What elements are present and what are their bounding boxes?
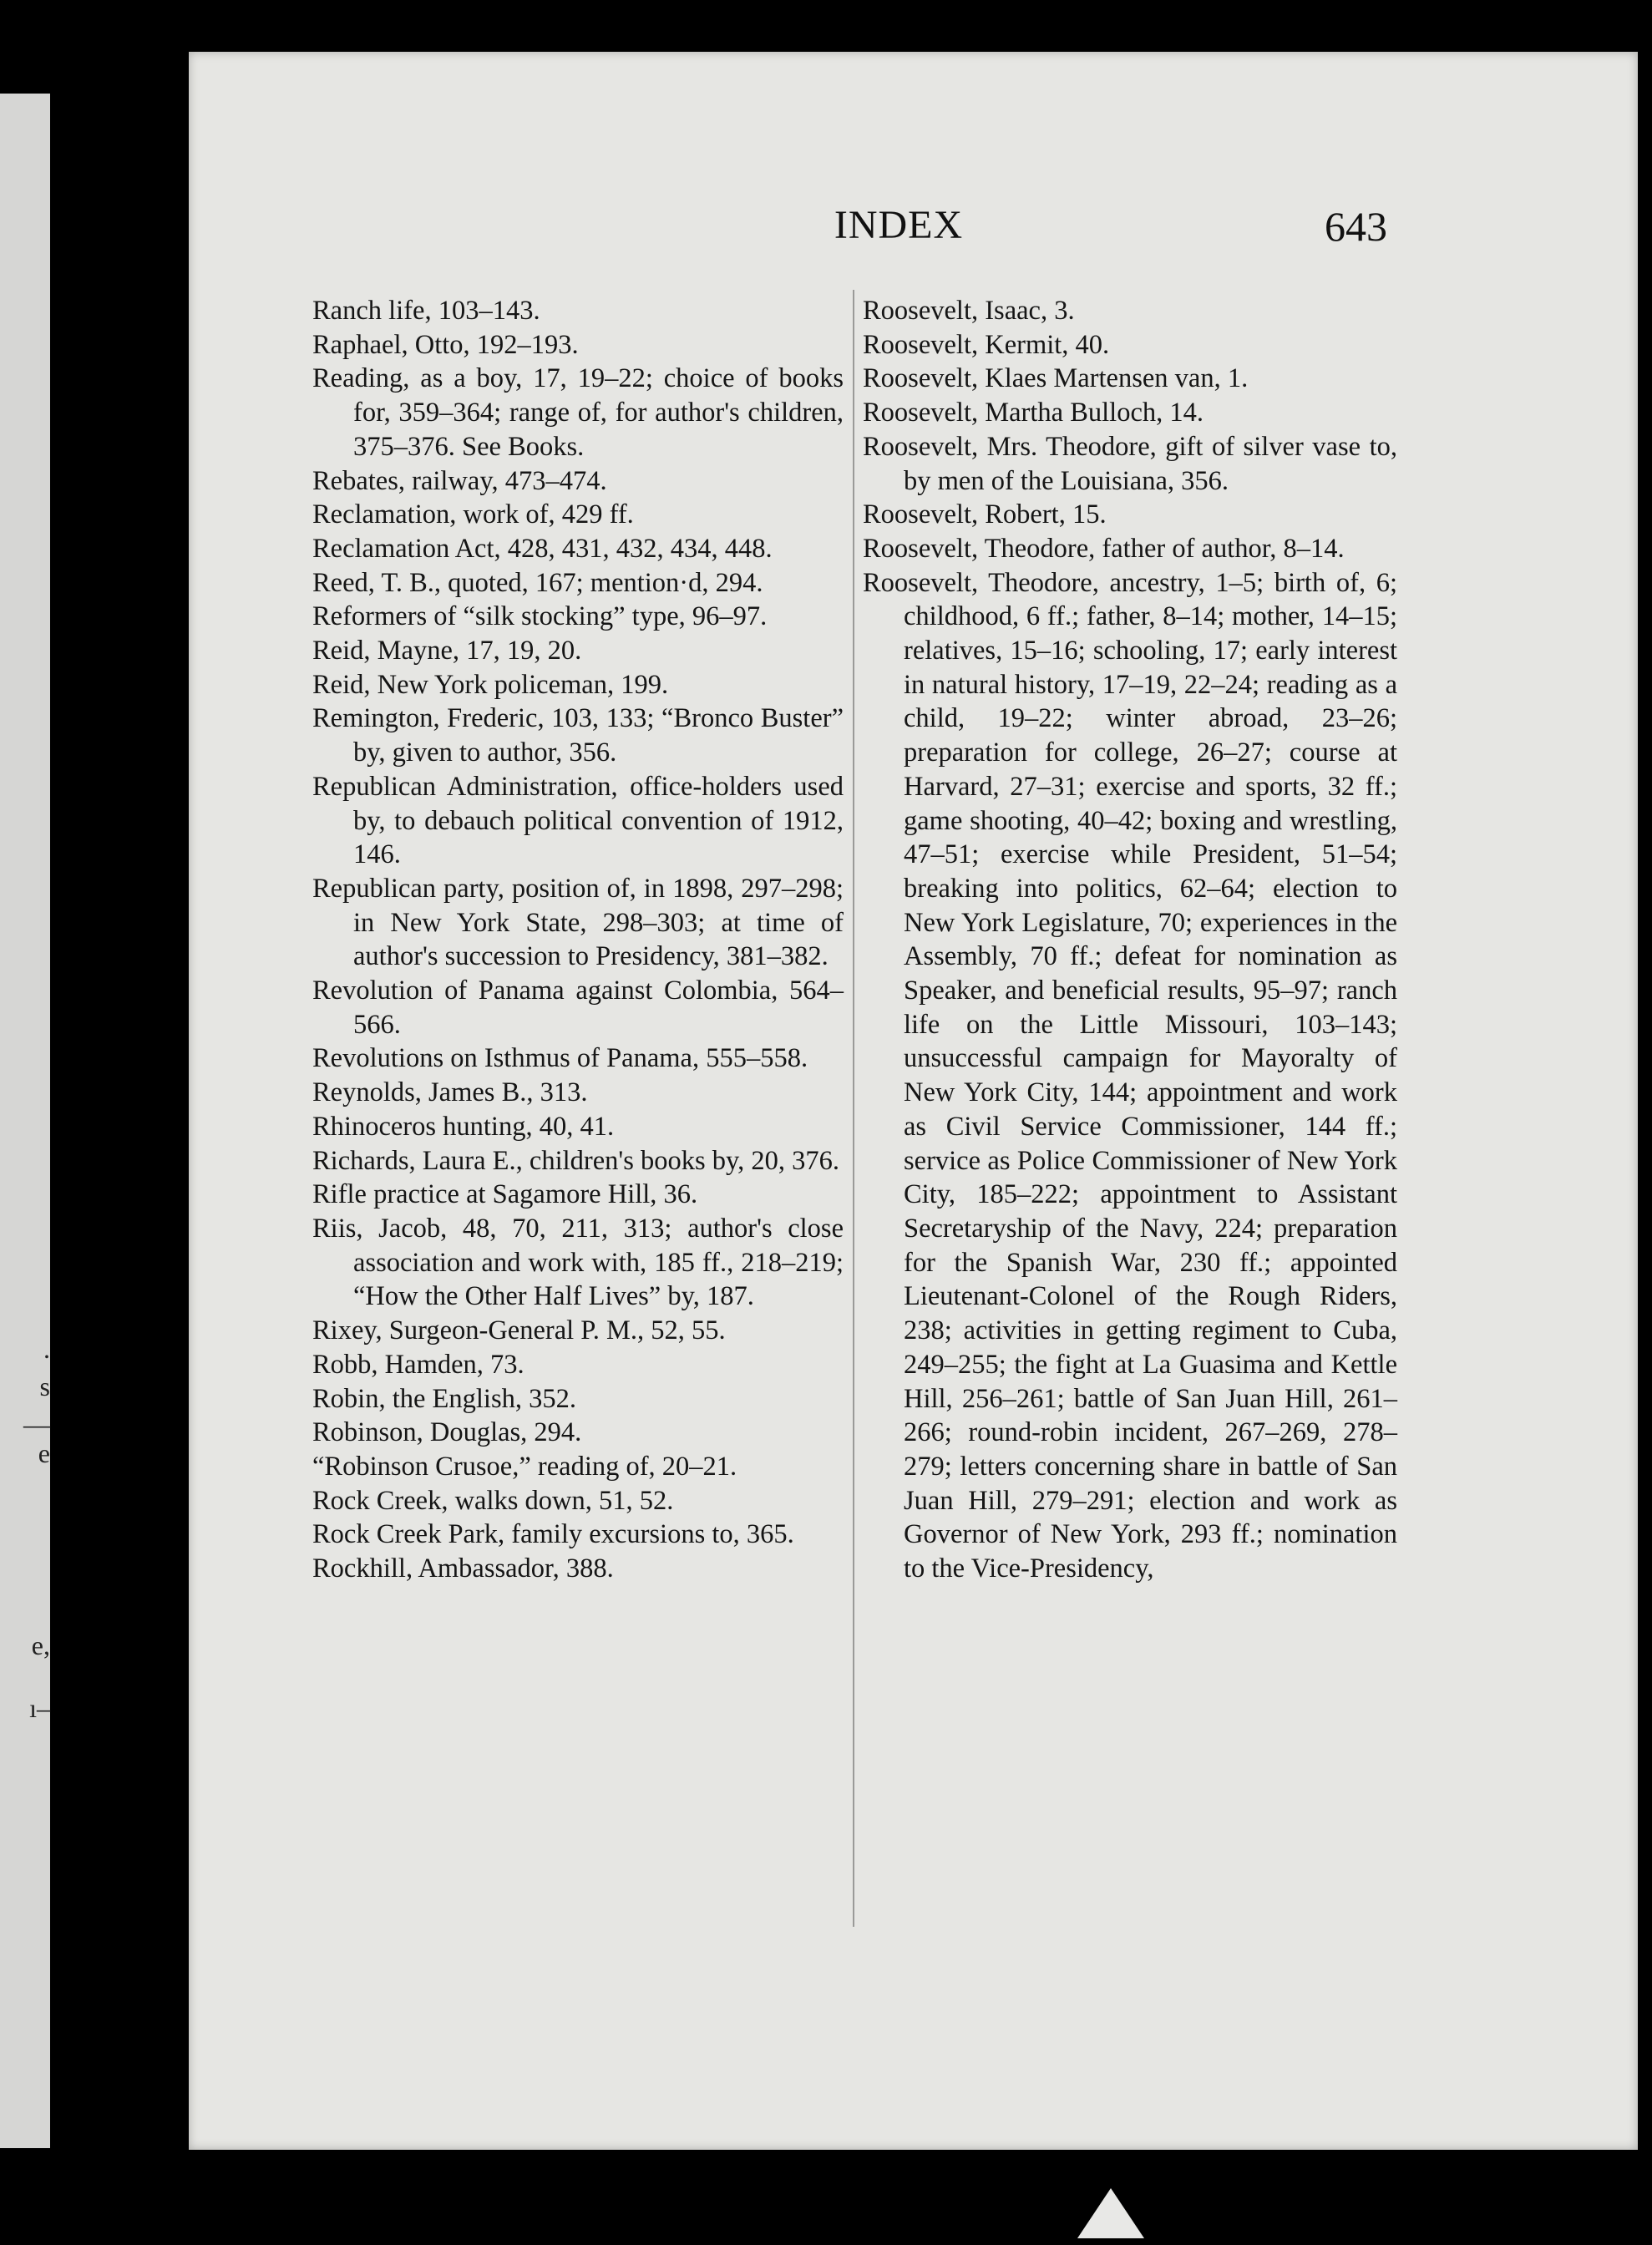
index-entry: Reclamation Act, 428, 431, 432, 434, 448. bbox=[312, 533, 773, 564]
index-entry: Reynolds, James B., 313. bbox=[312, 1077, 588, 1108]
index-entry: Reading, as a boy, 17, 19–22; choice of books for, 359–364; range of, for author's children, 375–376. See Books. bbox=[312, 363, 844, 462]
index-entry: Roosevelt, Martha Bulloch, 14. bbox=[863, 398, 1204, 428]
index-entry: “Robinson Crusoe,” reading of, 20–21. bbox=[312, 1451, 737, 1482]
index-entry: Revolution of Panama against Colombia, 564–566. bbox=[312, 976, 844, 1040]
index-entry: Roosevelt, Isaac, 3. bbox=[863, 296, 1075, 326]
index-entry: Remington, Frederic, 103, 133; “Bronco Buster” by, given to author, 356. bbox=[312, 703, 844, 768]
index-entry: Ranch life, 103–143. bbox=[312, 296, 540, 326]
previous-page-fragment: . bbox=[43, 1334, 50, 1364]
scan-corner-mark bbox=[1077, 2188, 1144, 2238]
page-number: 643 bbox=[1325, 203, 1387, 250]
previous-page-edge bbox=[0, 94, 50, 2148]
index-entry: Rockhill, Ambassador, 388. bbox=[312, 1553, 614, 1584]
index-entry: Roosevelt, Theodore, father of author, 8–14. bbox=[863, 533, 1345, 564]
index-entry: Republican Administration, office-holders used by, to debauch political convention of 1912, 146. bbox=[312, 771, 844, 870]
previous-page-fragment: s bbox=[39, 1371, 50, 1401]
index-entry: Rock Creek, walks down, 51, 52. bbox=[312, 1485, 674, 1516]
index-entry: Reid, New York policeman, 199. bbox=[312, 669, 669, 700]
index-entry: Rixey, Surgeon-General P. M., 52, 55. bbox=[312, 1315, 726, 1346]
index-column-left bbox=[312, 294, 844, 1586]
index-entry: Roosevelt, Theodore, ancestry, 1–5; birth of, 6; childhood, 6 ff.; father, 8–14; mother, 14–15; relatives, 15–16; schooling, 17; early interest in natural history, 17–19, 22–24; reading as a child, 19–22; winter abroad, 23–26; preparation for college, 26–27; course at Harvard, 27–31; exercise and sports, 32 ff.; game shooting, 40–42; boxing and wrestling, 47–51; exercise while President, 51–54; breaking into politics, 62–64; election to New York Legislature, 70; experiences in the Assembly, 70 ff.; defeat for nomination as Speaker, and beneficial results, 95–97; ranch life on the Little Missouri, 103–143; unsuccessful campaign for Mayoralty of New York City, 144; appointment and work as Civil Service Commissioner, 144 ff.; service as Police Commissioner of New York City, 185–222; appointment to Assistant Secretaryship of the Navy, 224; preparation for the Spanish War, 230 ff.; appointed Lieutenant-Colonel of the Rough Riders, 238; activities in getting regiment to Cuba, 249–255; the fight at La Guasima and Kettle Hill, 256–261; battle of San Juan Hill, 261–266; round-robin incident, 267–269, 278–279; letters concerning share in battle of San Juan Hill, 279–291; election and work as Governor of New York, 293 ff.; nomination to the Vice-Presidency, bbox=[863, 567, 1397, 1584]
index-entry: Reed, T. B., quoted, 167; mention·d, 294. bbox=[312, 567, 763, 598]
index-entry: Rhinoceros hunting, 40, 41. bbox=[312, 1111, 615, 1142]
index-entry: Reclamation, work of, 429 ff. bbox=[312, 499, 634, 530]
index-entry: Robb, Hamden, 73. bbox=[312, 1349, 524, 1380]
page-header bbox=[189, 202, 1638, 269]
index-entry: Reid, Mayne, 17, 19, 20. bbox=[312, 636, 582, 666]
previous-page-fragment: — bbox=[23, 1409, 50, 1439]
index-entry: Republican party, position of, in 1898, 297–298; in New York State, 298–303; at time of author's succession to Presidency, 381–382. bbox=[312, 873, 844, 972]
book-page bbox=[189, 52, 1638, 2150]
index-entry: Raphael, Otto, 192–193. bbox=[312, 329, 579, 360]
previous-page-fragment: e bbox=[38, 1438, 50, 1468]
index-entry: Roosevelt, Kermit, 40. bbox=[863, 329, 1110, 360]
index-entry: Rebates, railway, 473–474. bbox=[312, 465, 607, 496]
index-entry: Roosevelt, Robert, 15. bbox=[863, 499, 1107, 530]
index-entry: Roosevelt, Klaes Martensen van, 1. bbox=[863, 363, 1249, 394]
index-entry: Richards, Laura E., children's books by, 20, 376. bbox=[312, 1145, 840, 1176]
index-entry: Riis, Jacob, 48, 70, 211, 313; author's close association and work with, 185 ff., 218–219; “How the Other Half Lives” by, 187. bbox=[312, 1213, 844, 1312]
previous-page-fragment: ı– bbox=[29, 1693, 50, 1723]
index-entry: Robinson, Douglas, 294. bbox=[312, 1417, 582, 1448]
index-entry: Rifle practice at Sagamore Hill, 36. bbox=[312, 1179, 698, 1210]
index-entry: Reformers of “silk stocking” type, 96–97. bbox=[312, 601, 768, 632]
index-entry: Robin, the English, 352. bbox=[312, 1383, 576, 1414]
index-entry: Revolutions on Isthmus of Panama, 555–558. bbox=[312, 1043, 808, 1074]
previous-page-fragment: e, bbox=[31, 1630, 50, 1660]
index-entry: Rock Creek Park, family excursions to, 365. bbox=[312, 1519, 794, 1550]
column-divider bbox=[853, 290, 854, 1927]
index-entry: Roosevelt, Mrs. Theodore, gift of silver vase to, by men of the Louisiana, 356. bbox=[863, 431, 1397, 496]
index-column-right bbox=[863, 294, 1397, 1586]
running-title: INDEX bbox=[834, 203, 964, 247]
